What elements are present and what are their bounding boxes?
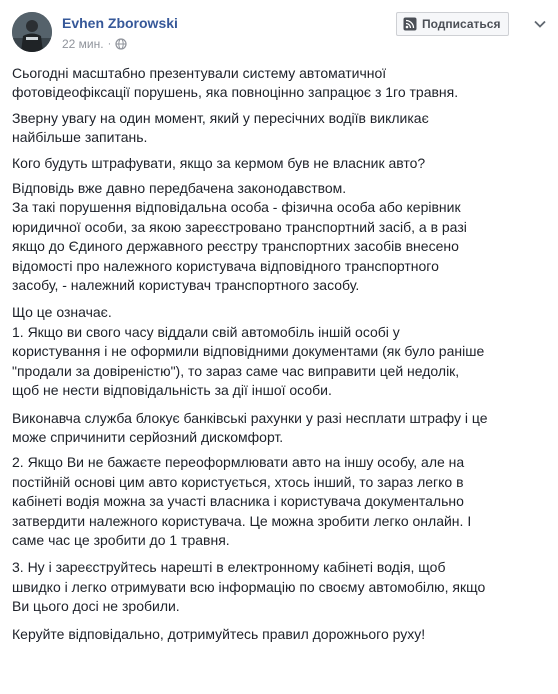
- text-line: Керуйте відповідально, дотримуйтесь правил дорожнього руху!: [12, 625, 426, 642]
- author-name[interactable]: Evhen Zborowski: [62, 15, 178, 31]
- post-meta: [62, 36, 127, 52]
- post-paragraph: [12, 625, 546, 644]
- text-line: найбільше запитань.: [12, 129, 148, 146]
- text-line: 1. Якщо ви свого часу віддали свій автомобіль іншій особі у: [12, 323, 400, 340]
- subscribe-button[interactable]: [396, 12, 509, 36]
- text-line: саме час це зробити до 1 травня.: [12, 531, 230, 548]
- meta-separator: ·: [107, 38, 112, 50]
- post-paragraph: [12, 558, 546, 616]
- text-line: 2. Якщо Ви не бажаєте переоформлювати авто на іншу особу, але на: [12, 454, 465, 471]
- subscribe-label: Подписаться: [422, 17, 501, 31]
- text-line: користування і не оформили відповідними документами (як було раніше: [12, 343, 485, 360]
- post-timestamp[interactable]: 22 мин.: [62, 37, 104, 51]
- text-line: затвердити належного користувача. Це можна зробити легко онлайн. І: [12, 512, 472, 529]
- text-line: кабінеті водія можна за участі власника і користувача документально: [12, 493, 464, 510]
- text-line: Кого будуть штрафувати, якщо за кермом був не власник авто?: [12, 154, 426, 171]
- text-line: засобу, - належний користувач транспортного засобу.: [12, 277, 360, 294]
- text-line: Сьогодні масштабно презентували систему автоматичної: [12, 65, 387, 81]
- text-line: Відповідь вже давно передбачена законодавством.: [12, 180, 347, 197]
- avatar[interactable]: [12, 12, 52, 52]
- chevron-down-icon: [534, 15, 546, 33]
- text-line: юридичної особи, за якою зареєстровано транспортний засіб, а в разі: [12, 218, 467, 235]
- post-paragraph: [12, 303, 546, 400]
- post-text: [12, 64, 546, 650]
- text-line: "продали за довіреністю"), то зараз саме час виправити цей недолік,: [12, 362, 460, 379]
- post-paragraph: [12, 154, 546, 173]
- text-line: щоб не нести відповідальність за дії іншої особи.: [12, 382, 332, 399]
- text-line: 3. Ну і зареєструйтесь нарешті в електронному кабінеті водія, щоб: [12, 559, 446, 576]
- post-paragraph: [12, 179, 546, 295]
- post-paragraph: [12, 409, 546, 448]
- post-paragraph: [12, 109, 546, 148]
- text-line: якщо до Єдиного державного реєстру транспортних засобів внесено: [12, 238, 459, 255]
- text-line: Ви цього досі не зробили.: [12, 598, 180, 615]
- post-paragraph: [12, 64, 546, 103]
- post-options-button[interactable]: [530, 12, 550, 36]
- text-line: може спричинити серйозний дискомфорт.: [12, 428, 284, 445]
- text-line: Зверну увагу на один момент, який у пересічних водіїв викликає: [12, 109, 429, 126]
- text-line: Виконавча служба блокує банківські рахунки у разі несплати штрафу і це: [12, 409, 488, 426]
- rss-icon: [403, 17, 417, 31]
- post-paragraph: [12, 453, 546, 550]
- globe-icon[interactable]: [115, 38, 127, 50]
- text-line: За такі порушення відповідальна особа - фізична особа або керівник: [12, 199, 461, 216]
- text-line: швидко і легко отримувати всю інформацію по своєму автомобілю, якщо: [12, 578, 486, 595]
- text-line: відомості про належного користувача відповідного транспортного: [12, 257, 439, 274]
- text-line: Що це означає.: [12, 304, 112, 321]
- avatar-image: [12, 12, 52, 52]
- text-line: фотовідеофіксації порушень, яка повноцінно запрацює з 1го травня.: [12, 84, 459, 101]
- text-line: постійній основі цим авто користується, хтось інший, то зараз легко в: [12, 473, 464, 490]
